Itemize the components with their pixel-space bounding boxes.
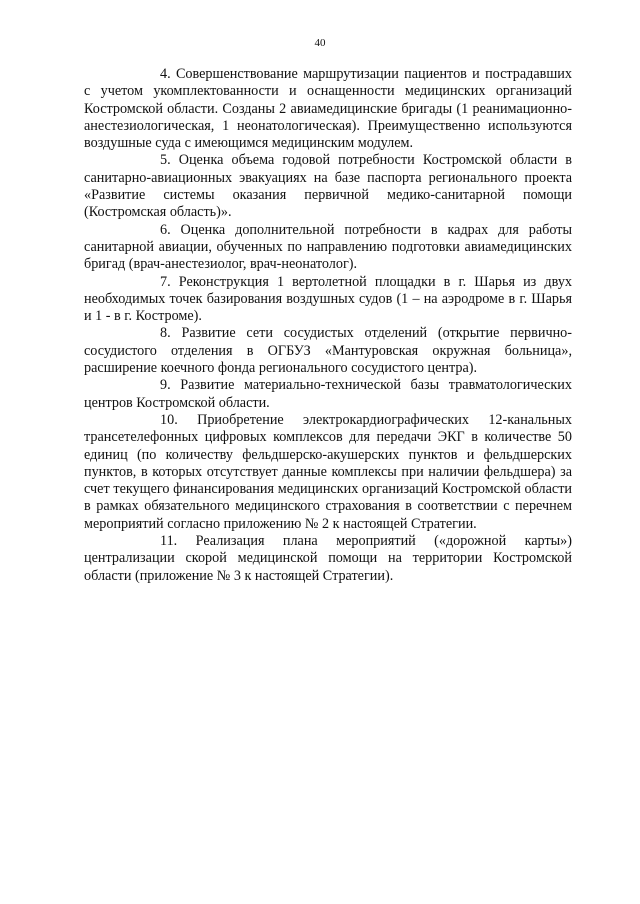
item-number: 7. [160,273,171,290]
item-number: 10. [160,411,178,428]
list-item-11 [84,533,572,585]
item-text: Совершенствование маршрутизации пациентов и пострадавших с учетом укомплектованности и оснащенности медицинских организаций Костромской области. Созданы 2 авиамедицинские бригады (1 реанимационно-анестезиологическая, 1 неонатологическая). Преимущественно используются воздушные суда с имеющимся медицинским модулем. [84,66,572,152]
item-number: 4. [160,66,171,82]
list-item-4 [84,66,572,152]
item-text: Оценка объема годовой потребности Костромской области в санитарно-авиационных эвакуациях на базе паспорта регионального проекта «Развитие системы оказания первичной медико-санитарной помощи (Костромская область)». [84,152,573,221]
document-body [84,66,572,585]
list-item-7 [84,274,572,326]
list-item-9 [84,377,572,412]
page-number: 40 [314,37,326,49]
item-number: 5. [160,152,171,169]
item-text: Оценка дополнительной потребности в кадрах для работы санитарной авиации, обученных по направлению подготовки авиамедицинских бригад (врач-анестезиолог, врач-неонатолог). [84,221,573,273]
item-number: 8. [160,325,171,342]
item-text: Реконструкция 1 вертолетной площадки в г. Шарья из двух необходимых точек базирования воздушных судов (1 – на аэродроме в г. Шарья и 1 - в г. Костроме). [84,273,573,325]
list-item-5 [84,152,572,221]
item-number: 9. [160,377,171,394]
list-item-6 [84,222,572,274]
item-text: Развитие материально-технической базы травматологических центров Костромской области. [84,377,572,411]
item-text: Приобретение электрокардиографических 12-канальных трансетелефонных цифровых комплексов для передачи ЭКГ в количестве 50 единиц (по количеству фельдшерско-акушерских пунктов и фельдшерских пунктов, в которых отсутствует данные комплексы при наличии фельдшера) за счет текущего финансирования медицинских организаций Костромской области в рамках обязательного медицинского страхования в соответствии с перечнем мероприятий согласно приложению № 2 к настоящей Стратегии. [84,411,572,532]
item-number: 11. [160,533,178,550]
item-text: Реализация плана мероприятий («дорожной карты») централизации скорой медицинской помощи на территории Костромской области (приложение № 3 к настоящей Стратегии). [84,533,573,584]
list-item-10 [84,412,572,533]
list-item-8 [84,325,572,377]
item-number: 6. [160,221,171,238]
item-text: Развитие сети сосудистых отделений (открытие первично-сосудистого отделения в ОГБУЗ «Мантуровская окружная больница», расширение коечного фонда регионального сосудистого центра). [84,325,572,377]
